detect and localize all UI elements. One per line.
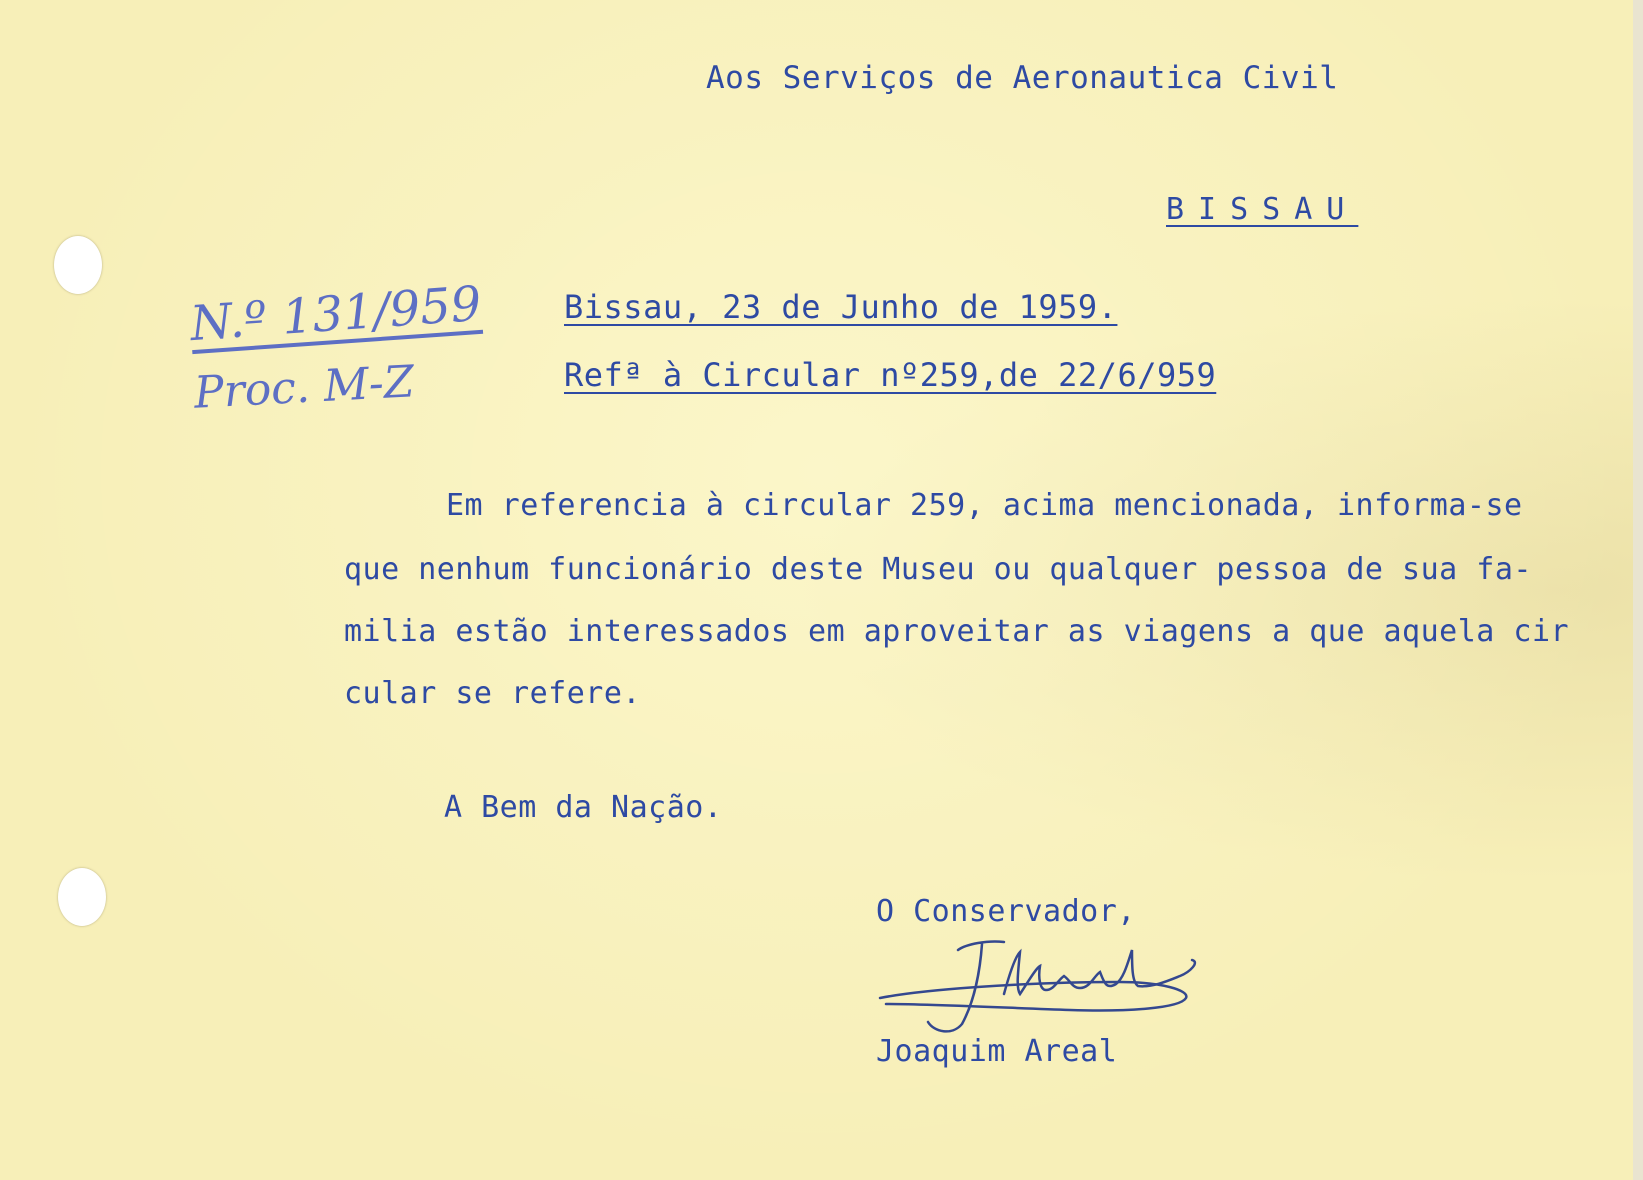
addressee: Aos Serviços de Aeronautica Civil bbox=[706, 60, 1339, 96]
punch-hole-top bbox=[54, 236, 102, 294]
signer-title: O Conservador, bbox=[876, 894, 1136, 929]
reference-line: Refª à Circular nº259,de 22/6/959 bbox=[564, 356, 1217, 394]
destination: BISSAU bbox=[1166, 192, 1359, 227]
date-line: Bissau, 23 de Junho de 1959. bbox=[564, 288, 1118, 326]
body-line: cular se refere. bbox=[344, 676, 641, 711]
handwritten-process: Proc. M-Z bbox=[192, 356, 416, 419]
body-line: que nenhum funcionário deste Museu ou qualquer pessoa de sua fa- bbox=[344, 552, 1532, 587]
punch-hole-bottom bbox=[58, 868, 106, 926]
body-line: milia estão interessados em aproveitar as viagens a que aquela cir bbox=[344, 614, 1570, 649]
handwritten-number: N.º 131/959 bbox=[188, 275, 484, 353]
closing: A Bem da Nação. bbox=[444, 790, 723, 825]
body-line: Em referencia à circular 259, acima mencionada, informa-se bbox=[446, 488, 1523, 523]
signature bbox=[870, 932, 1210, 1042]
signer-name: Joaquim Areal bbox=[876, 1034, 1118, 1069]
paper-edge bbox=[1633, 0, 1643, 1180]
